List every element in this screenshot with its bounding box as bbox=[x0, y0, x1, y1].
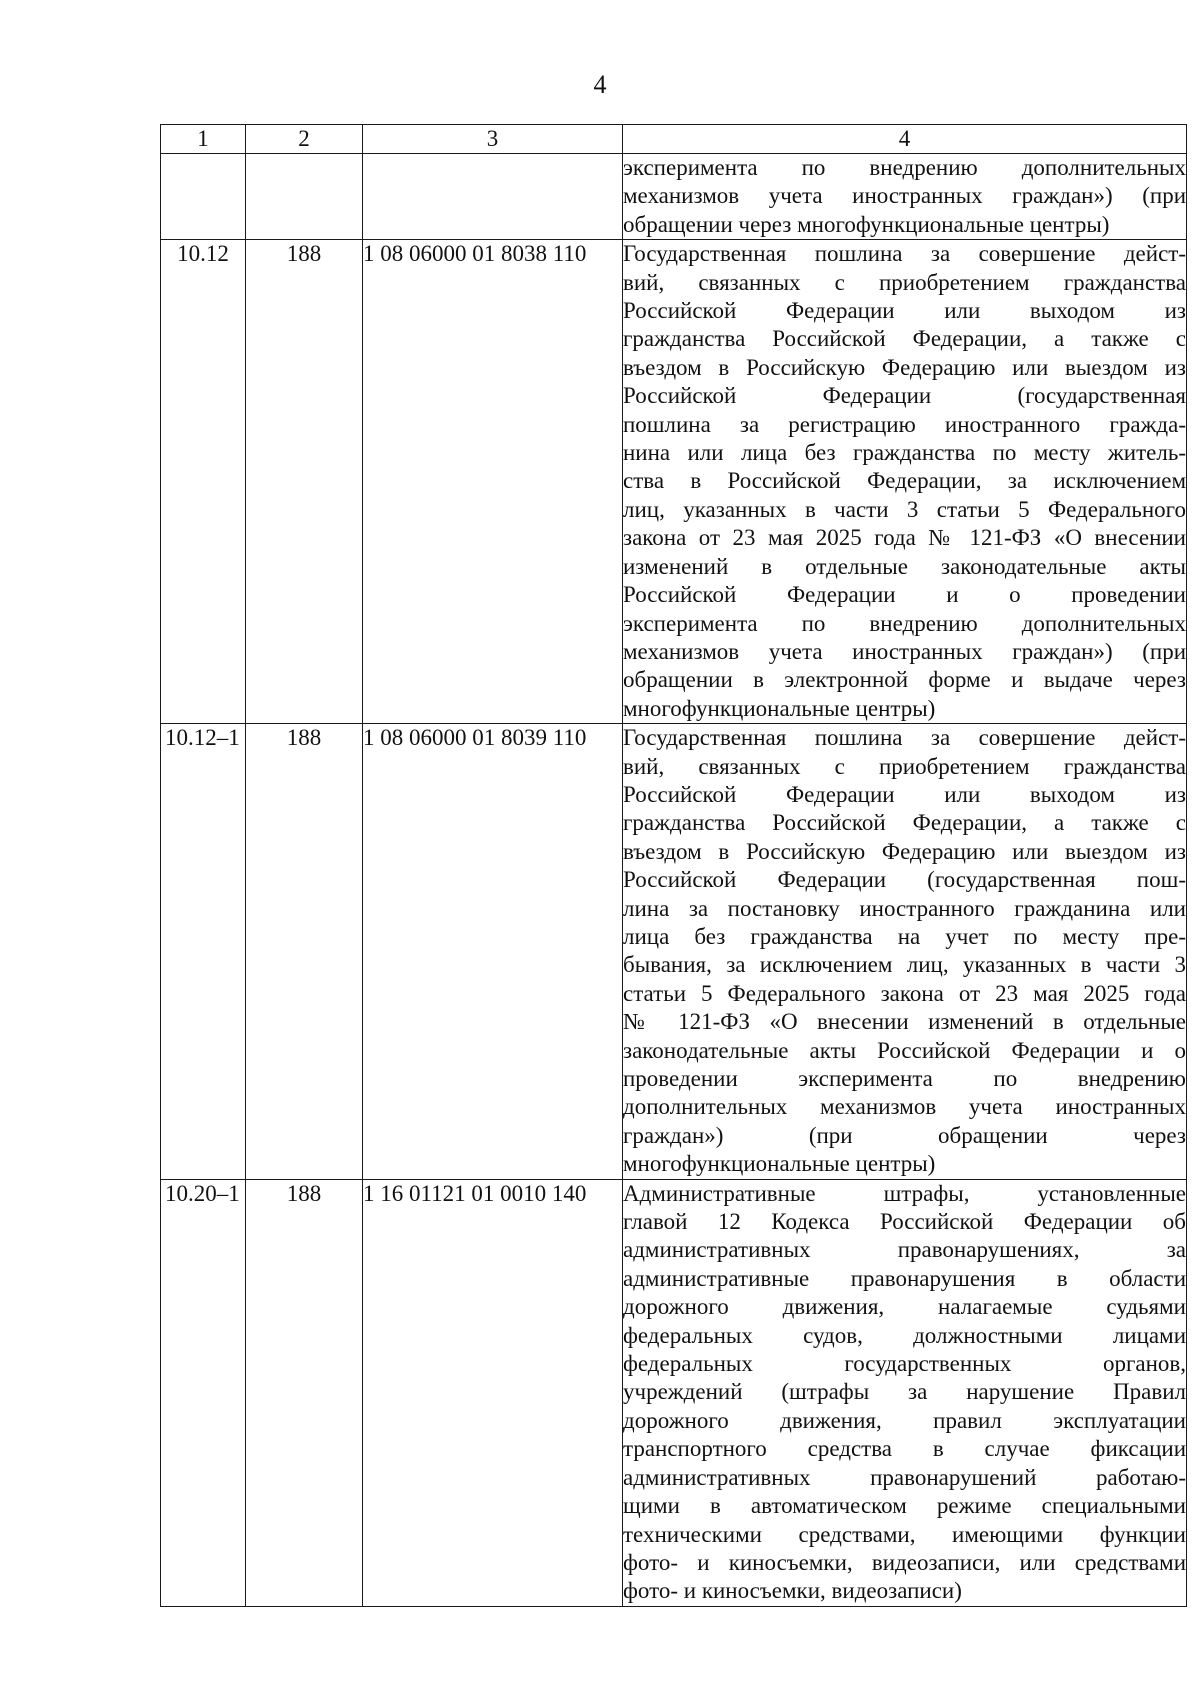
description-line: въездом в Российскую Федерацию или выездом из bbox=[623, 354, 1186, 380]
row-number-cell: 10.12 bbox=[161, 240, 246, 724]
row-number-cell bbox=[161, 154, 246, 240]
description-line: главой 12 Кодекса Российской Федерации об bbox=[623, 1209, 1186, 1235]
description-line: дорожного движения, налагаемые судьями bbox=[623, 1294, 1186, 1320]
description-line: Российской Федерации или выходом из bbox=[623, 781, 1186, 807]
description-line: въездом в Российскую Федерацию или выездом из bbox=[623, 838, 1186, 864]
page-number: 4 bbox=[593, 70, 607, 99]
description-cell bbox=[623, 240, 1187, 724]
description-line: техническими средствами, имеющими функции bbox=[623, 1521, 1186, 1547]
column-header-1: 1 bbox=[161, 125, 246, 154]
row-number-cell: 10.12–1 bbox=[161, 724, 246, 1180]
table-header-row bbox=[161, 125, 1187, 154]
description-line: административных правонарушениях, за bbox=[623, 1237, 1186, 1263]
description-line: щими в автоматическом режиме специальными bbox=[623, 1493, 1186, 1519]
description-line: лиц, указанных в части 3 статьи 5 Федерального bbox=[623, 496, 1186, 522]
administrator-code-cell: 188 bbox=[246, 1179, 363, 1606]
description-line: бывания, за исключением лиц, указанных в части 3 bbox=[623, 952, 1186, 978]
table-body bbox=[161, 154, 1187, 1607]
description-line: фото- и киносъемки, видеозаписи, или средствами bbox=[623, 1549, 1186, 1575]
description-line: Российской Федерации или выходом из bbox=[623, 298, 1186, 324]
row-number-cell: 10.20–1 bbox=[161, 1179, 246, 1606]
description-line: вий, связанных с приобретением гражданства bbox=[623, 269, 1186, 295]
description-line: обращении в электронной форме и выдаче через bbox=[623, 667, 1186, 693]
budget-classification-code-cell: 1 08 06000 01 8038 110 bbox=[363, 240, 623, 724]
description-line: административные правонарушения в области bbox=[623, 1265, 1186, 1291]
description-line: механизмов учета иностранных граждан») (при bbox=[623, 183, 1186, 209]
description-line: федеральных государственных органов, bbox=[623, 1351, 1186, 1377]
description-line: дополнительных механизмов учета иностранных bbox=[623, 1094, 1186, 1120]
description-line: многофункциональные центры) bbox=[623, 1151, 936, 1177]
description-line: вий, связанных с приобретением гражданства bbox=[623, 753, 1186, 779]
table-row bbox=[161, 724, 1187, 1180]
description-line: Российской Федерации (государственная bbox=[623, 383, 1186, 409]
description-line: Российской Федерации и о проведении bbox=[623, 582, 1186, 608]
description-line: фото- и киносъемки, видеозаписи) bbox=[623, 1578, 962, 1604]
description-line: изменений в отдельные законодательные акты bbox=[623, 553, 1186, 579]
budget-classification-code-cell: 1 08 06000 01 8039 110 bbox=[363, 724, 623, 1180]
administrator-code-cell: 188 bbox=[246, 240, 363, 724]
table-row bbox=[161, 1179, 1187, 1606]
description-line: учреждений (штрафы за нарушение Правил bbox=[623, 1379, 1186, 1405]
description-line: ства в Российской Федерации, за исключением bbox=[623, 468, 1186, 494]
description-line: Государственная пошлина за совершение дейст- bbox=[623, 725, 1186, 751]
description-line: статьи 5 Федерального закона от 23 мая 2025 года bbox=[623, 980, 1186, 1006]
budget-classification-code-cell bbox=[363, 154, 623, 240]
description-line: транспортного средства в случае фиксации bbox=[623, 1436, 1186, 1462]
description-line: лица без гражданства на учет по месту пре- bbox=[623, 923, 1186, 949]
description-line: гражданства Российской Федерации, а также с bbox=[623, 326, 1186, 352]
budget-classification-code-cell: 1 16 01121 01 0010 140 bbox=[363, 1179, 623, 1606]
column-header-4: 4 bbox=[623, 125, 1187, 154]
administrator-code-cell: 188 bbox=[246, 724, 363, 1180]
description-line: Административные штрафы, установленные bbox=[623, 1180, 1186, 1206]
description-line: механизмов учета иностранных граждан») (при bbox=[623, 638, 1186, 664]
description-line: закона от 23 мая 2025 года № 121-ФЗ «О внесении bbox=[623, 525, 1186, 551]
description-line: Российской Федерации (государственная пош- bbox=[623, 867, 1186, 893]
description-line: федеральных судов, должностными лицами bbox=[623, 1322, 1186, 1348]
description-line: обращении через многофункциональные центры) bbox=[623, 211, 1110, 237]
description-line: № 121-ФЗ «О внесении изменений в отдельные bbox=[623, 1009, 1186, 1035]
description-line: Государственная пошлина за совершение дейст- bbox=[623, 241, 1186, 267]
description-line: пошлина за регистрацию иностранного гражда- bbox=[623, 411, 1186, 437]
description-line: граждан») (при обращении через bbox=[623, 1122, 1186, 1148]
table-row bbox=[161, 240, 1187, 724]
description-line: многофункциональные центры) bbox=[623, 695, 936, 721]
description-line: эксперимента по внедрению дополнительных bbox=[623, 610, 1186, 636]
description-line: эксперимента по внедрению дополнительных bbox=[623, 155, 1186, 180]
description-cell bbox=[623, 724, 1187, 1180]
description-line: дорожного движения, правил эксплуатации bbox=[623, 1407, 1186, 1433]
column-header-2: 2 bbox=[246, 125, 363, 154]
description-cell bbox=[623, 1179, 1187, 1606]
description-line: нина или лица без гражданства по месту житель- bbox=[623, 440, 1186, 466]
description-line: лина за постановку иностранного гражданина или bbox=[623, 895, 1186, 921]
description-line: гражданства Российской Федерации, а также с bbox=[623, 810, 1186, 836]
budget-codes-table bbox=[160, 124, 1187, 1607]
administrator-code-cell bbox=[246, 154, 363, 240]
description-cell bbox=[623, 154, 1187, 240]
column-header-3: 3 bbox=[363, 125, 623, 154]
description-line: законодательные акты Российской Федерации и о bbox=[623, 1037, 1186, 1063]
description-line: проведении эксперимента по внедрению bbox=[623, 1066, 1186, 1091]
table-row bbox=[161, 154, 1187, 240]
description-line: административных правонарушений работаю- bbox=[623, 1464, 1186, 1490]
